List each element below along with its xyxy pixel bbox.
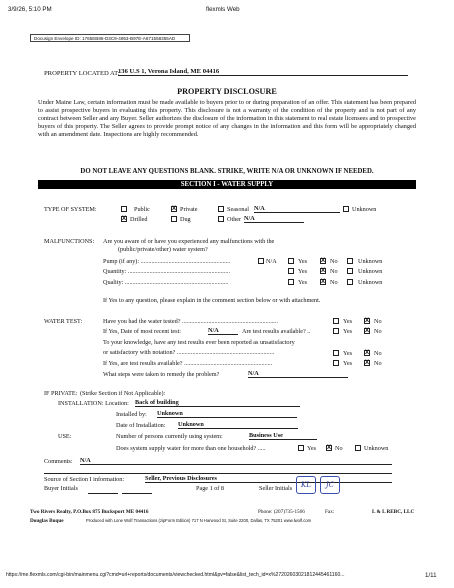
- pump-yes-checkbox[interactable]: [288, 258, 294, 264]
- household-no-label: No: [335, 445, 343, 452]
- property-label: PROPERTY LOCATED AT:: [44, 70, 120, 77]
- installation-location-label: INSTALLATION: Location:: [58, 400, 129, 407]
- water-test-q4: If Yes, are test results available? .........................................................: [103, 360, 273, 367]
- pump-unknown-checkbox[interactable]: [347, 258, 353, 264]
- quality-no-label: No: [330, 279, 338, 286]
- available-yes-label: Yes: [343, 360, 353, 367]
- print-timestamp: 3/9/26, 5:10 PM: [8, 6, 52, 13]
- household-unknown-label: Unknown: [364, 445, 389, 452]
- persons-value: Business Use: [249, 432, 317, 440]
- remedy-value: N/A: [248, 370, 348, 378]
- quality-no-checkbox[interactable]: X: [321, 279, 326, 285]
- comments-value: N/A: [80, 457, 392, 465]
- buyer-initials-line-2[interactable]: [122, 493, 152, 494]
- tested-yes-label: Yes: [343, 318, 353, 325]
- comments-line: [44, 473, 392, 474]
- quantity-no-checkbox[interactable]: X: [321, 268, 326, 274]
- source-label: Source of Section I information:: [44, 476, 125, 483]
- installed-by-label: Installed by:: [116, 411, 147, 418]
- seller-initials-signature-1[interactable]: KL: [296, 476, 316, 494]
- drilled-checkbox[interactable]: X: [122, 216, 127, 222]
- quantity-yes-checkbox[interactable]: [288, 268, 294, 274]
- quality-yes-checkbox[interactable]: [288, 279, 294, 285]
- print-page-count: 1/11: [425, 572, 437, 579]
- tested-no-label: No: [374, 318, 382, 325]
- public-label: Public: [134, 206, 150, 213]
- malfunctions-label: MALFUNCTIONS:: [44, 238, 95, 245]
- results-no-label: No: [374, 328, 382, 335]
- unsatisfactory-no-label: No: [374, 350, 382, 357]
- dug-label: Dug: [180, 216, 191, 223]
- source-value: Seller, Previous Disclosures: [145, 475, 392, 483]
- pump-unknown-label: Unknown: [358, 258, 383, 265]
- unknown-label: Unknown: [352, 206, 377, 213]
- pump-no-checkbox[interactable]: X: [321, 258, 326, 264]
- available-no-checkbox[interactable]: X: [365, 360, 370, 366]
- private-checkbox[interactable]: X: [172, 206, 177, 212]
- malfunctions-note: If Yes to any question, please explain in the comment section below or with attachment.: [103, 297, 321, 304]
- broker-fax: Fax:: [325, 509, 335, 515]
- available-yes-checkbox[interactable]: [333, 360, 339, 366]
- tested-no-checkbox[interactable]: X: [365, 318, 370, 324]
- persons-label: Number of persons currently using system:: [116, 433, 223, 440]
- dug-checkbox[interactable]: [171, 216, 177, 222]
- intro-paragraph: Under Maine Law, certain information must be made available to buyers prior to or during preparation of an offer. This statement has been prepared to assist prospective buyers in evaluating this property. This disclosure is not a warranty of the condition of the property and is not part of any contract between Seller and any Buyer. Seller authorizes the disclosure of the information in this statement to real estate licensees and to prospective buyers of this property. The Seller agrees to provide prompt notice of any changes in the information and this form will be appropriately changed with an amendment date. Inspections are highly recommended.: [38, 99, 416, 139]
- broker-phone: Phone: (207)735-1566: [258, 509, 305, 515]
- water-test-q2: If Yes, Date of most recent test:: [103, 328, 182, 335]
- page-url: https://me.flexmls.com/cgi-bin/mainmenu.cgi?cmd=url+reports/documents/viewchecked.html&pv=false&list_tech_id=x%27202603021812445461160...: [6, 572, 345, 578]
- quantity-yes-label: Yes: [298, 268, 308, 275]
- quantity-unknown-checkbox[interactable]: [347, 268, 353, 274]
- household-unknown-checkbox[interactable]: [355, 445, 361, 451]
- public-checkbox[interactable]: [121, 206, 127, 212]
- water-test-label: WATER TEST:: [44, 318, 83, 325]
- other-checkbox[interactable]: [218, 216, 224, 222]
- property-address: 136 U.S 1, Verona Island, ME 04416: [118, 68, 408, 76]
- household-yes-checkbox[interactable]: [298, 445, 304, 451]
- water-test-q2b: Are test results available? ..: [242, 328, 311, 335]
- page-title: PROPERTY DISCLOSURE: [177, 87, 277, 96]
- quantity-label: Quantity: ..................................................................: [103, 268, 231, 275]
- browser-title: flexmls Web: [206, 6, 240, 13]
- quality-unknown-checkbox[interactable]: [347, 279, 353, 285]
- water-test-q3b: or satisfactory with notation? ...............................................................: [103, 349, 275, 356]
- strike-note: (Strike Section if Not Applicable):: [80, 390, 166, 397]
- other-label: Other: [227, 216, 242, 223]
- buyer-initials-label: Buyer Initials: [44, 485, 78, 492]
- unknown-checkbox[interactable]: [343, 206, 349, 212]
- pump-no-label: No: [330, 258, 338, 265]
- quantity-unknown-label: Unknown: [358, 268, 383, 275]
- quality-yes-label: Yes: [298, 279, 308, 286]
- if-private-label: IF PRIVATE:: [44, 390, 78, 397]
- malfunctions-question-2: (public/private/other) water system?: [118, 246, 208, 253]
- pump-yes-label: Yes: [298, 258, 308, 265]
- seller-initials-label: Seller Initials: [259, 485, 293, 492]
- water-test-q5: What steps were taken to remedy the problem?: [103, 371, 220, 378]
- produced-with: Produced with Lone Wolf Transactions (zipForm Edition) 717 N Harwood St, Suite 2200, Dallas, TX 75201 www.lwolf.com: [86, 518, 312, 523]
- results-no-checkbox[interactable]: X: [365, 328, 370, 334]
- private-label: Private: [180, 206, 198, 213]
- household-question: Does system supply water for more than one household? .....: [116, 445, 266, 452]
- section-header: SECTION I - WATER SUPPLY: [38, 180, 416, 189]
- company-name: L & L REBC, LLC: [372, 509, 415, 515]
- unsatisfactory-yes-label: Yes: [343, 350, 353, 357]
- location-value: Back of building: [135, 399, 300, 407]
- water-test-q3a: To your knowledge, have any test results ever been reported as unsatisfactory: [103, 339, 295, 346]
- quantity-no-label: No: [330, 268, 338, 275]
- buyer-initials-line-1[interactable]: [88, 493, 118, 494]
- results-yes-checkbox[interactable]: [333, 328, 339, 334]
- seasonal-checkbox[interactable]: [218, 206, 224, 212]
- other-value: N/A: [244, 215, 304, 223]
- agent-name: Douglas Buque: [30, 518, 64, 524]
- date-installed-value: Unknown: [178, 421, 298, 429]
- household-yes-label: Yes: [307, 445, 317, 452]
- pump-na-label: N/A: [266, 258, 277, 265]
- unsatisfactory-no-checkbox[interactable]: X: [365, 350, 370, 356]
- tested-yes-checkbox[interactable]: [333, 318, 339, 324]
- date-installed-label: Date of Installation:: [116, 422, 166, 429]
- installed-by-value: Unknown: [157, 410, 297, 418]
- pump-na-checkbox[interactable]: [258, 258, 264, 264]
- seasonal-value: N/A: [254, 205, 340, 213]
- test-date-value: N/A: [208, 327, 238, 335]
- malfunctions-question: Are you aware of or have you experienced any malfunctions with the: [103, 238, 275, 245]
- docusign-envelope-id: Docusign Envelope ID: 1765EB86-D3C9-4953-B97E-A671558355AD: [30, 34, 190, 42]
- results-yes-label: Yes: [343, 328, 353, 335]
- broker-info: Two Rivers Realty, P.O.Box 875 Bucksport ME 04416: [30, 509, 149, 515]
- available-no-label: No: [374, 360, 382, 367]
- household-no-checkbox[interactable]: X: [327, 445, 332, 451]
- seasonal-label: Seasonal: [227, 206, 249, 213]
- type-of-system-label: TYPE OF SYSTEM:: [44, 206, 97, 213]
- use-label: USE:: [58, 433, 72, 440]
- unsatisfactory-yes-checkbox[interactable]: [333, 350, 339, 356]
- quality-label: Quality: ...................................................................: [103, 279, 229, 286]
- page-number: Page 1 of 8: [196, 485, 225, 492]
- quality-unknown-label: Unknown: [358, 279, 383, 286]
- pump-label: Pump (if any): ..........................................................: [103, 258, 231, 265]
- water-test-q1: Have you had the water tested? ..............................................................: [103, 318, 278, 325]
- drilled-label: Drilled: [130, 216, 148, 223]
- seller-initials-signature-2[interactable]: JC: [320, 476, 340, 494]
- comments-label: Comments:: [44, 458, 73, 465]
- warning-text: DO NOT LEAVE ANY QUESTIONS BLANK. STRIKE, WRITE N/A OR UNKNOWN IF NEEDED.: [80, 168, 374, 175]
